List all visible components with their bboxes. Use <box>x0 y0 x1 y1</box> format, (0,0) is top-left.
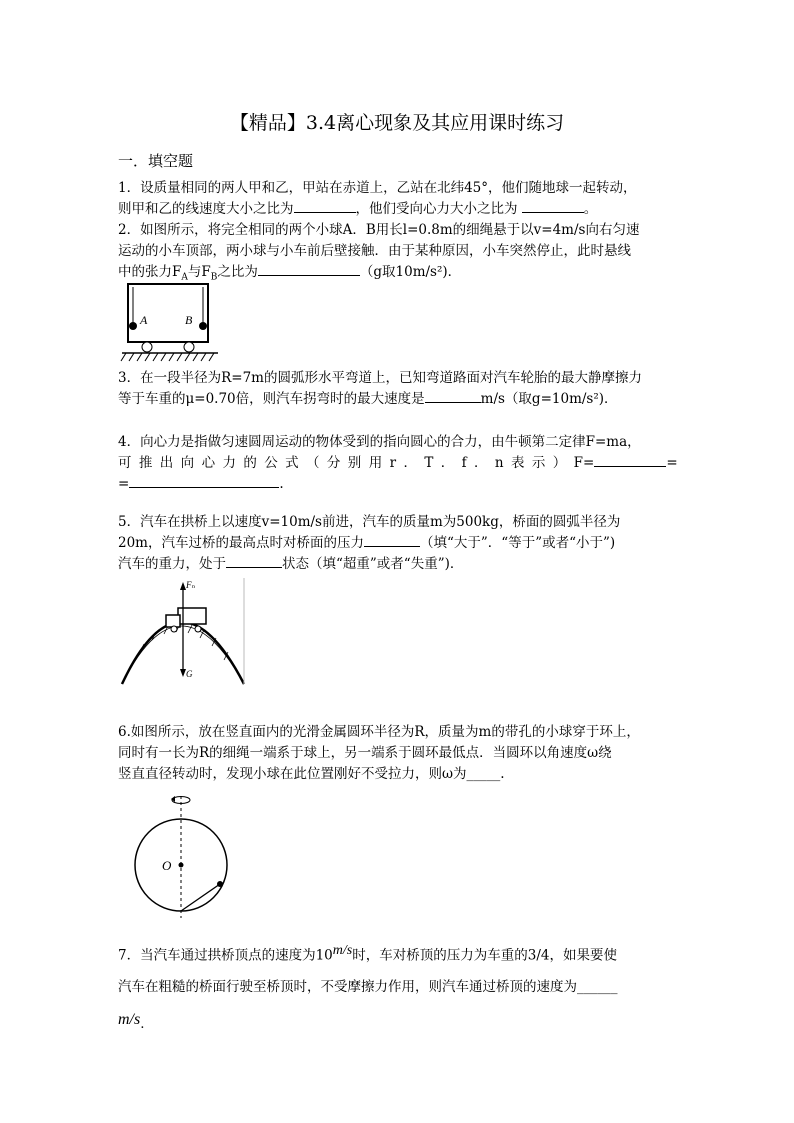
label-fn: Fₙ <box>186 580 196 590</box>
question-3 <box>118 368 678 410</box>
label-o: O <box>162 858 172 873</box>
q7-line-1: 7．当汽车通过拱桥顶点的速度为$10^{m/s}$时，车对桥顶的压力为车重的3/4，如果要使 <box>118 943 617 964</box>
q7-line-2: 汽车在粗糙的桥面行驶至桥顶时，不受摩擦力作用，则汽车通过桥顶的速度为______ <box>118 978 618 995</box>
question-6 <box>118 722 678 785</box>
q5-line-3: 汽车的重力，处于 状态（填“超重”或者“失重”)． <box>118 556 464 572</box>
q5-blank-2 <box>226 555 282 568</box>
q2-blank <box>258 263 360 276</box>
label-b: B <box>185 313 193 327</box>
ball-b <box>199 322 207 330</box>
q1-blank-2 <box>522 200 584 213</box>
q7-unit: m/s <box>332 943 353 958</box>
label-g: G <box>186 669 193 679</box>
ball-a <box>129 322 137 330</box>
wheel-left <box>142 342 152 352</box>
q6-line-3: 竖直直径转动时，发现小球在此位置刚好不受拉力，则ω为_____. <box>118 766 505 782</box>
center-point <box>179 863 184 868</box>
q3-line-1: 3．在一段半径为R=7m的圆弧形水平弯道上，已知弯道路面对汽车轮胎的最大静摩擦力 <box>118 370 642 386</box>
q5-line-2: 20m，汽车过桥的最高点时对桥面的压力 （填“大于”．“等于”或者“小于”) <box>118 535 616 551</box>
section-heading: 一．填空题 <box>118 152 194 170</box>
q4-line-3: = . <box>118 476 284 492</box>
q4-line-1: 4．向心力是指做匀速圆周运动的物体受到的指向圆心的合力，由牛顿第二定律F=ma， <box>118 434 641 450</box>
q6-line-1: 6.如图所示，放在竖直面内的光滑金属圆环半径为R，质量为m的带孔的小球穿于环上， <box>118 724 640 740</box>
q7-line-3: $m/s_.$ <box>118 1010 145 1032</box>
question-7 <box>118 940 688 1035</box>
wheel-right <box>184 342 194 352</box>
car-wheel-rear <box>195 626 201 632</box>
q5-blank-1 <box>364 534 420 547</box>
q5-line-1: 5．汽车在拱桥上以速度v=10m/s前进，汽车的质量m为500kg，桥面的圆弧半径为 <box>118 514 621 530</box>
bridge-figure <box>120 578 250 688</box>
ring-figure <box>128 792 238 922</box>
small-ball <box>217 881 223 887</box>
q6-line-2: 同时有一长为R的细绳一端系于球上，另一端系于圆环最低点．当圆环以角速度ω绕 <box>118 745 612 761</box>
page-title: 【精品】3.4离心现象及其应用课时练习 <box>229 112 565 134</box>
cart-figure <box>120 282 220 364</box>
q2-line-1: 2．如图所示，将完全相同的两个小球A．B用长l=0.8m的细绳悬于以v=4m/s向右匀速 <box>118 222 640 238</box>
q4-blank-2 <box>129 475 279 488</box>
question-2 <box>118 220 678 289</box>
q4-blank-1 <box>594 454 666 467</box>
label-a: A <box>140 313 148 327</box>
car-cabin <box>178 608 206 624</box>
q2-line-3: 中的张力$F_A$与$F_B$之比为 （g取10m/s²)． <box>118 264 462 283</box>
q1-line-2: 则甲和乙的线速度大小之比为 ，他们受向心力大小之比为 。 <box>118 201 598 217</box>
car-wheel-front <box>171 626 177 632</box>
question-1 <box>118 178 678 220</box>
question-5 <box>118 512 678 575</box>
question-4 <box>118 432 678 495</box>
q1-blank-1 <box>294 200 356 213</box>
q3-blank <box>425 390 481 403</box>
q1-line-1: 1．设质量相同的两人甲和乙，甲站在赤道上，乙站在北纬45°，他们随地球一起转动， <box>118 180 637 196</box>
q3-line-2: 等于车重的μ=0.70倍，则汽车拐弯时的最大速度是 m/s（取g=10m/s²)． <box>118 391 618 407</box>
q4-line-2: 可 推 出 向 心 力 的 公 式 （ 分 别 用 r ． T ． f ． n 表 示 ） F= = <box>118 455 678 471</box>
ground-hatching <box>121 353 214 361</box>
car-hood <box>166 615 180 627</box>
q2-line-2: 运动的小车顶部，两小球与小车前后壁接触．由于某种原因，小车突然停止，此时悬线 <box>118 243 631 259</box>
